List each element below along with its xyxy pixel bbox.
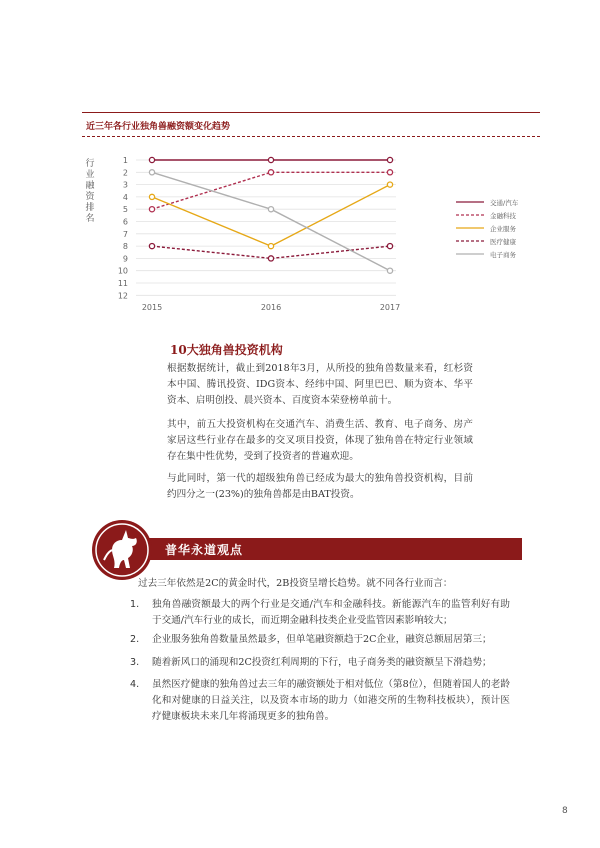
legend-label: 金融科技 <box>490 212 516 220</box>
y-tick-label: 11 <box>117 279 128 288</box>
paragraph-bat: 与此同时，第一代的超级独角兽已经成为最大的独角兽投资机构，目前约四分之一(23%)的独角兽都是由BAT投资。 <box>167 473 473 500</box>
y-axis-label-char: 名 <box>85 214 95 224</box>
data-point <box>149 170 154 175</box>
y-axis-label-char: 融 <box>85 181 95 191</box>
data-point <box>149 207 154 212</box>
y-tick-label: 6 <box>122 217 128 227</box>
item-text: 独角兽融资额最大的两个行业是交通/汽车和金融科技。新能源汽车的监管利好有助于交通/汽车行业的成长，而近期金融科技类企业受监管因素影响较大； <box>152 599 510 626</box>
y-tick-label: 2 <box>122 168 128 178</box>
y-tick-label: 4 <box>122 192 128 202</box>
y-tick-label: 5 <box>122 205 128 215</box>
data-point <box>149 194 154 199</box>
x-tick-label: 2017 <box>379 303 401 312</box>
item-text: 随着新风口的涌现和2C投资红利周期的下行，电子商务类的融资额呈下滑趋势； <box>152 657 492 668</box>
chart-title: 近三年各行业独角兽融资额变化趋势 <box>86 122 231 132</box>
y-axis-ticks <box>118 156 128 300</box>
y-axis-label <box>85 157 95 224</box>
header-rule-bottom <box>82 136 540 137</box>
data-point <box>268 170 273 175</box>
chart-series <box>149 157 392 273</box>
data-point <box>268 256 273 261</box>
viewpoint-item <box>130 655 510 671</box>
data-point <box>268 157 273 162</box>
y-tick-label: 8 <box>122 242 128 252</box>
data-point <box>149 157 154 162</box>
item-text: 虽然医疗健康的独角兽过去三年的融资额处于相对低位（第8位），但随着国人的老龄化和对健康的日益关注，以及资本市场的助力（如港交所的生物科技板块），预计医疗健康板块未来几年将涌现更多的独角兽。 <box>152 679 510 722</box>
x-tick-label: 2016 <box>260 303 282 312</box>
page-number: 8 <box>562 806 568 816</box>
data-point <box>268 207 273 212</box>
series-line <box>152 185 390 247</box>
data-point <box>387 157 392 162</box>
y-axis-label-char: 业 <box>85 170 95 180</box>
data-point <box>387 170 392 175</box>
line-chart <box>80 148 540 318</box>
item-number: 1. <box>130 599 140 610</box>
legend-label: 交通/汽车 <box>490 199 519 207</box>
x-axis-ticks <box>142 303 400 312</box>
viewpoint-item <box>130 632 510 648</box>
data-point <box>387 244 392 249</box>
item-number: 4. <box>130 679 140 690</box>
viewpoint-intro: 过去三年依然是2C的黄金时代，2B投资呈增长趋势。就不同各行业而言： <box>138 578 453 589</box>
section-title: 10大独角兽投资机构 <box>170 343 283 357</box>
item-text: 企业服务独角兽数量虽然最多，但单笔融资额趋于2C企业，融资总额屈居第三； <box>152 634 492 645</box>
y-tick-label: 10 <box>117 266 128 276</box>
x-tick-label: 2015 <box>141 303 163 312</box>
header-rule-top <box>82 112 540 113</box>
item-number: 3. <box>130 657 140 668</box>
y-tick-label: 3 <box>122 180 128 190</box>
y-tick-label: 12 <box>117 291 128 301</box>
banner-title: 普华永道观点 <box>165 543 244 557</box>
y-tick-label: 1 <box>122 156 128 165</box>
chart-header <box>82 112 540 148</box>
unicorn-logo-icon <box>92 520 152 580</box>
y-axis-label-char: 排 <box>85 203 95 213</box>
legend-label: 电子商务 <box>490 251 516 259</box>
paragraph-industries: 其中，前五大投资机构在交通汽车、消费生活、教育、电子商务、房产家居这些行业存在最多的交叉项目投资，体现了独角兽在特定行业领域存在集中性优势，受到了投资者的普遍欢迎。 <box>167 419 473 462</box>
legend-label: 医疗健康 <box>490 238 516 246</box>
y-tick-label: 7 <box>122 229 128 239</box>
data-point <box>268 244 273 249</box>
data-point <box>149 244 154 249</box>
legend-label: 企业服务 <box>490 225 516 233</box>
data-point <box>387 268 392 273</box>
item-number: 2. <box>130 634 140 645</box>
data-point <box>387 182 392 187</box>
viewpoint-item <box>130 597 510 629</box>
chart-legend <box>456 198 519 259</box>
y-axis-label-char: 行 <box>85 159 95 169</box>
paragraph-investors: 根据数据统计，截止到2018年3月，从所投的独角兽数量来看，红杉资本中国、腾讯投资、IDG资本、经纬中国、阿里巴巴、顺为资本、华平资本、启明创投、晨兴资本、百度资本荣登榜单前十。 <box>167 363 473 406</box>
chart-grid <box>136 160 396 295</box>
y-tick-label: 9 <box>122 254 128 264</box>
banner-bar <box>122 538 522 560</box>
viewpoint-item <box>130 677 510 725</box>
y-axis-label-char: 资 <box>85 192 95 202</box>
